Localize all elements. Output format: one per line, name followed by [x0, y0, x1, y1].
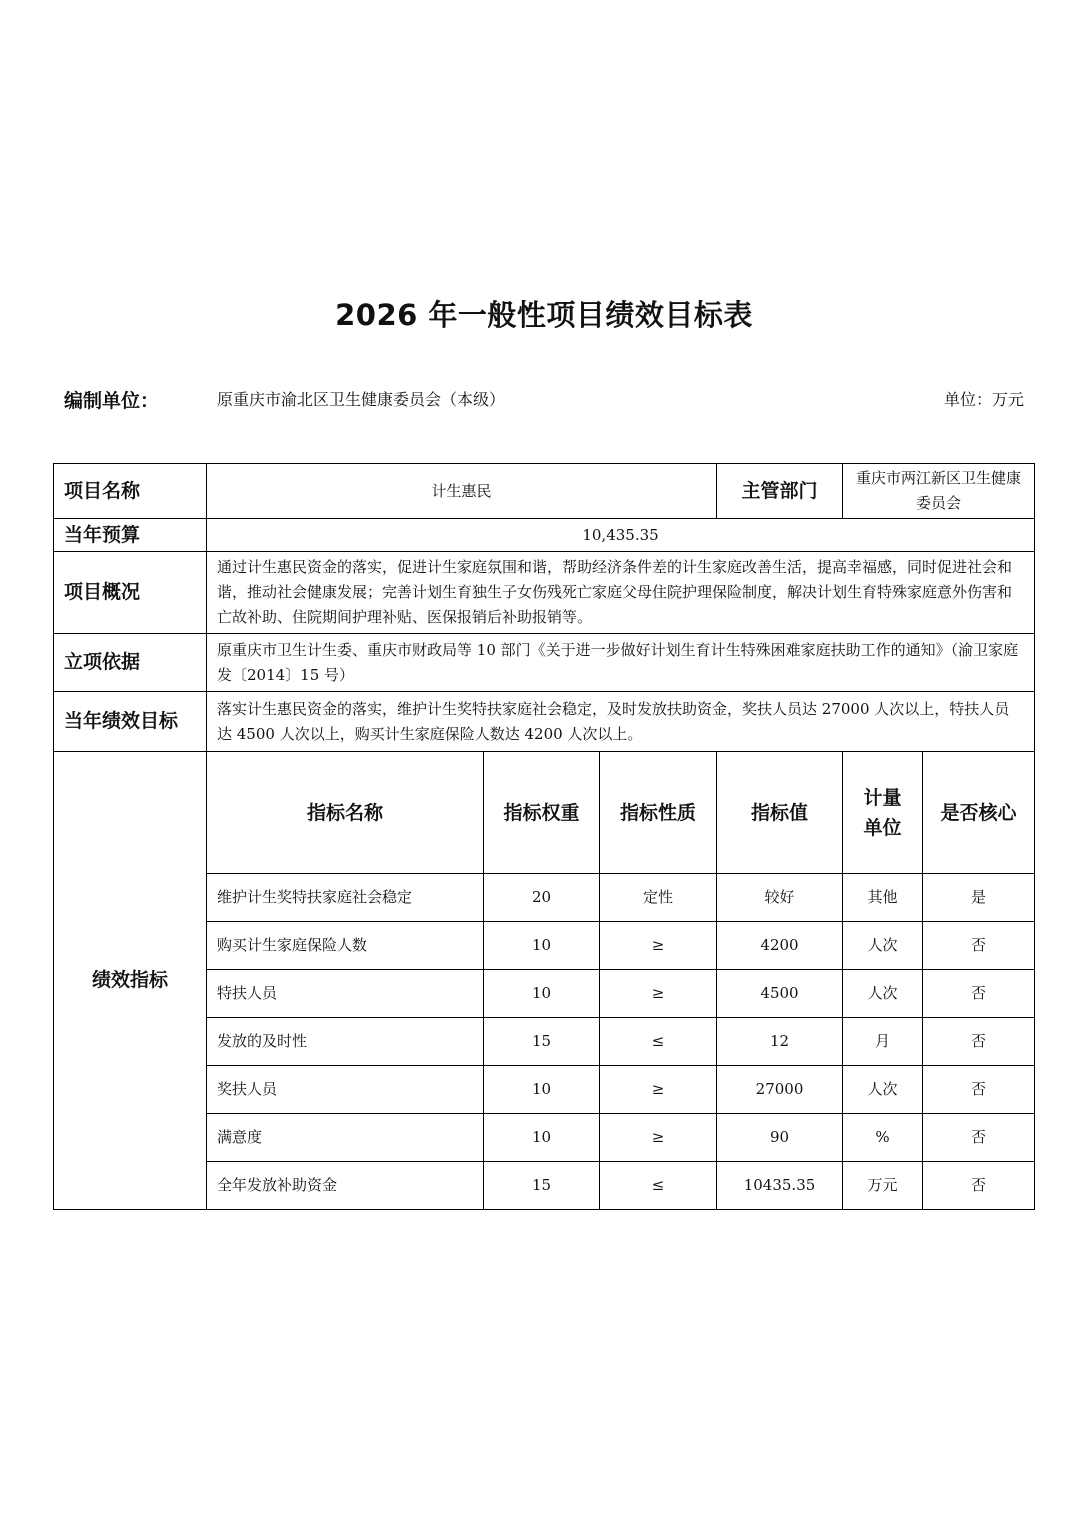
- indicator-core: 否: [923, 970, 1035, 1018]
- indicator-weight: 10: [484, 1114, 600, 1162]
- indicator-nature: ≥: [600, 1066, 717, 1114]
- indicator-core: 否: [923, 1018, 1035, 1066]
- project-name-value: 计生惠民: [207, 464, 717, 519]
- indicator-value: 4500: [717, 970, 843, 1018]
- org-label: 编制单位：: [64, 390, 160, 412]
- budget-label: 当年预算: [54, 519, 207, 552]
- indicator-weight: 10: [484, 970, 600, 1018]
- indicator-core: 否: [923, 1162, 1035, 1210]
- header-unit: 计量单位: [843, 752, 923, 874]
- project-name-row: [54, 464, 1035, 519]
- project-name-label: 项目名称: [54, 464, 207, 519]
- indicator-weight: 20: [484, 874, 600, 922]
- indicator-nature: 定性: [600, 874, 717, 922]
- goal-row: [54, 692, 1035, 752]
- org-value: 原重庆市渝北区卫生健康委员会（本级）: [217, 390, 506, 409]
- indicator-name: 全年发放补助资金: [207, 1162, 484, 1210]
- indicator-weight: 15: [484, 1162, 600, 1210]
- indicator-unit: 月: [843, 1018, 923, 1066]
- budget-value: 10,435.35: [207, 519, 1035, 552]
- indicator-core: 否: [923, 1114, 1035, 1162]
- basis-row: [54, 634, 1035, 692]
- header-indicator-name: 指标名称: [207, 752, 484, 874]
- unit-text: 单位：万元: [943, 390, 1024, 409]
- header-weight: 指标权重: [484, 752, 600, 874]
- page-title: 2026 年一般性项目绩效目标表: [335, 298, 753, 332]
- basis-value: 原重庆市卫生计生委、重庆市财政局等 10 部门《关于进一步做好计划生育计生特殊困难家庭扶助工作的通知》（渝卫家庭发〔2014〕15 号）: [207, 634, 1035, 692]
- overview-row: [54, 552, 1035, 634]
- indicator-weight: 10: [484, 1066, 600, 1114]
- dept-label: 主管部门: [717, 464, 843, 519]
- overview-label: 项目概况: [54, 552, 207, 634]
- indicator-unit: 人次: [843, 1066, 923, 1114]
- indicator-name: 特扶人员: [207, 970, 484, 1018]
- indicator-unit: 万元: [843, 1162, 923, 1210]
- indicator-value: 较好: [717, 874, 843, 922]
- header-nature: 指标性质: [600, 752, 717, 874]
- header-core: 是否核心: [923, 752, 1035, 874]
- indicator-value: 10435.35: [717, 1162, 843, 1210]
- indicator-value: 12: [717, 1018, 843, 1066]
- indicator-core: 否: [923, 922, 1035, 970]
- indicator-name: 奖扶人员: [207, 1066, 484, 1114]
- indicator-nature: ≤: [600, 1018, 717, 1066]
- overview-value: 通过计生惠民资金的落实，促进计生家庭氛围和谐，帮助经济条件差的计生家庭改善生活，提高幸福感，同时促进社会和谐，推动社会健康发展；完善计划生育独生子女伤残死亡家庭父母住院护理保险制度，解决计划生育特殊家庭意外伤害和亡故补助、住院期间护理补贴、医保报销后补助报销等。: [207, 552, 1035, 634]
- indicator-name: 维护计生奖特扶家庭社会稳定: [207, 874, 484, 922]
- indicator-weight: 15: [484, 1018, 600, 1066]
- indicator-name: 满意度: [207, 1114, 484, 1162]
- indicator-name: 购买计生家庭保险人数: [207, 922, 484, 970]
- indicator-unit: %: [843, 1114, 923, 1162]
- indicator-unit: 人次: [843, 970, 923, 1018]
- indicator-name: 发放的及时性: [207, 1018, 484, 1066]
- indicator-unit: 其他: [843, 874, 923, 922]
- header-value: 指标值: [717, 752, 843, 874]
- basis-label: 立项依据: [54, 634, 207, 692]
- indicator-header-row: [54, 752, 1035, 874]
- indicator-weight: 10: [484, 922, 600, 970]
- indicator-core: 是: [923, 874, 1035, 922]
- indicator-core: 否: [923, 1066, 1035, 1114]
- dept-value: 重庆市两江新区卫生健康委员会: [843, 464, 1035, 519]
- goal-value: 落实计生惠民资金的落实，维护计生奖特扶家庭社会稳定，及时发放扶助资金，奖扶人员达 27000 人次以上，特扶人员达 4500 人次以上，购买计生家庭保险人数达 4200 人次以上。: [207, 692, 1035, 752]
- indicator-nature: ≤: [600, 1162, 717, 1210]
- indicator-unit: 人次: [843, 922, 923, 970]
- indicators-section-label: 绩效指标: [54, 752, 207, 1210]
- indicator-value: 90: [717, 1114, 843, 1162]
- indicator-nature: ≥: [600, 970, 717, 1018]
- indicator-value: 27000: [717, 1066, 843, 1114]
- goal-label: 当年绩效目标: [54, 692, 207, 752]
- indicator-nature: ≥: [600, 922, 717, 970]
- performance-table: [53, 463, 1035, 1210]
- indicator-value: 4200: [717, 922, 843, 970]
- budget-row: [54, 519, 1035, 552]
- indicator-nature: ≥: [600, 1114, 717, 1162]
